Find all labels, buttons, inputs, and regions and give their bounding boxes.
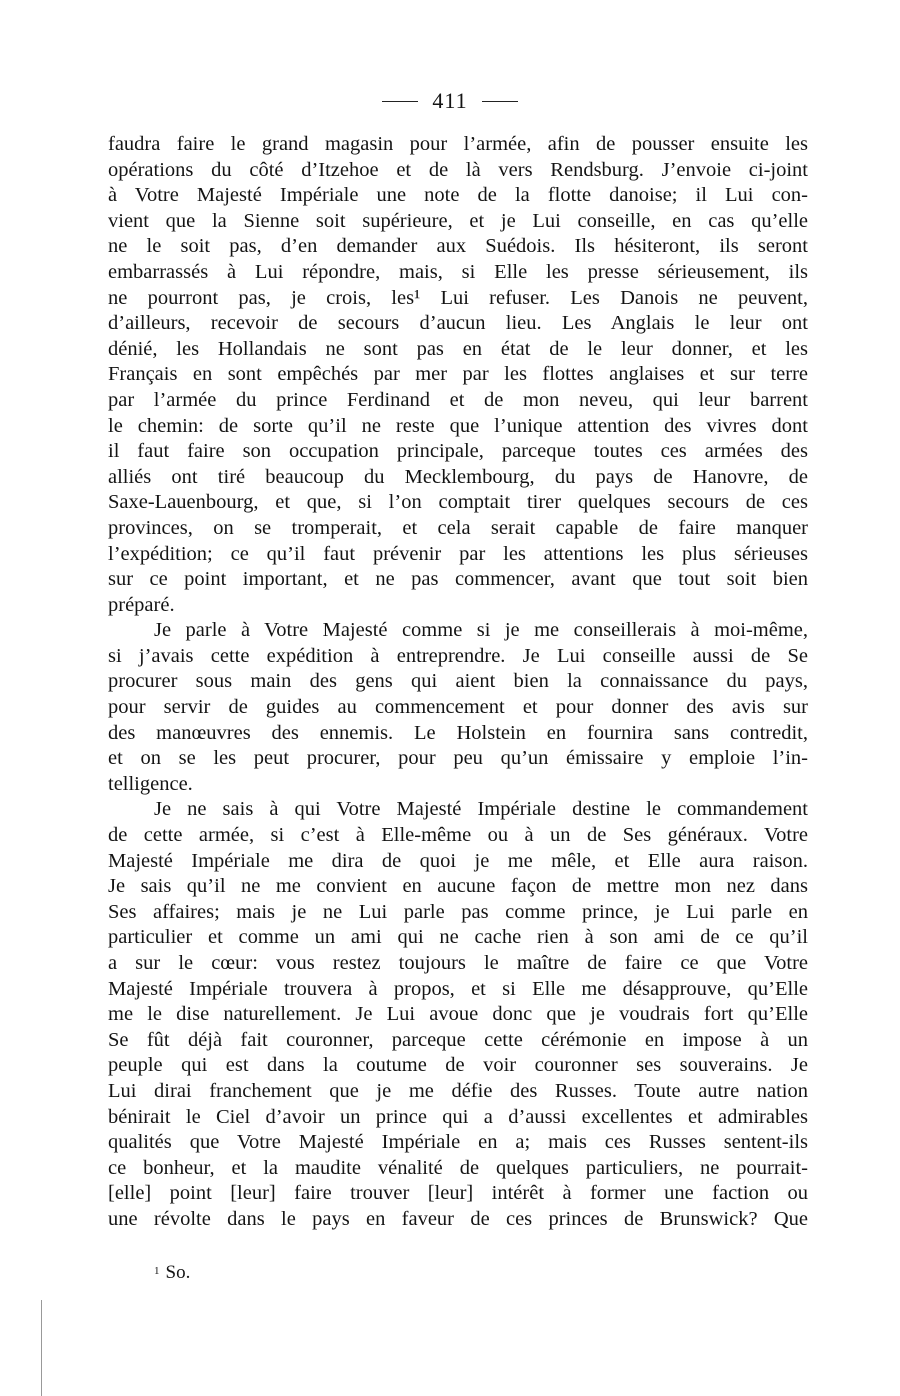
text-line: opérations du côté d’Itzehoe et de là vers Rendsburg. J’envoie ci-joint — [108, 158, 808, 181]
text-line: d’ailleurs, recevoir de secours d’aucun lieu. Les Anglais le leur ont — [108, 312, 808, 335]
text-line: vient que la Sienne soit supérieure, et je Lui conseille, en cas qu’elle — [108, 209, 808, 232]
text-line: bénirait le Ciel d’avoir un prince qui a d’aussi excellentes et admirables — [108, 1105, 808, 1128]
text-line: une révolte dans le pays en faveur de ces princes de Brunswick? Que — [108, 1207, 808, 1230]
text-line: dénié, les Hollandais ne sont pas en état de le leur donner, et les — [108, 337, 808, 360]
footnote — [154, 1262, 190, 1284]
text-line: si j’avais cette expédition à entreprendre. Je Lui conseille aussi de Se — [108, 644, 808, 667]
text-line: Majesté Impériale trouvera à propos, et si Elle me désapprouve, qu’Elle — [108, 977, 808, 1000]
footnote-text: So. — [165, 1262, 191, 1283]
text-line: Je parle à Votre Majesté comme si je me conseillerais à moi-même, — [154, 619, 808, 642]
text-line: particulier et comme un ami qui ne cache rien à son ami de ce qu’il — [108, 926, 808, 949]
text-line: Ses affaires; mais je ne Lui parle pas comme prince, je Lui parle en — [108, 900, 808, 923]
text-line: par l’armée du prince Ferdinand et de mon neveu, qui leur barrent — [108, 388, 808, 411]
text-line: des manœuvres des ennemis. Le Holstein en fournira sans contredit, — [108, 721, 808, 744]
margin-rule — [41, 1300, 42, 1396]
text-line: embarrassés à Lui répondre, mais, si Elle les presse sérieusement, ils — [108, 260, 808, 283]
text-line: Majesté Impériale me dira de quoi je me mêle, et Elle aura raison. — [108, 849, 808, 872]
text-line: [elle] point [leur] faire trouver [leur] intérêt à former une faction ou — [108, 1182, 808, 1205]
footnote-marker: 1 — [154, 1265, 160, 1277]
text-line: telligence. — [108, 772, 193, 795]
text-line: faudra faire le grand magasin pour l’armée, afin de pousser ensuite les — [108, 133, 808, 155]
text-line: provinces, on se tromperait, et cela serait capable de faire manquer — [108, 516, 808, 539]
text-line: Saxe-Lauenbourg, et que, si l’on comptait tirer quelques secours de ces — [108, 491, 808, 514]
text-line: Français en sont empêchés par mer par les flottes anglaises et sur terre — [108, 363, 808, 386]
paragraph — [108, 618, 808, 797]
text-line: alliés ont tiré beaucoup du Mecklembourg, du pays de Hanovre, de — [108, 465, 808, 488]
paragraph — [108, 132, 808, 618]
text-line: ne pourront pas, je crois, les¹ Lui refuser. Les Danois ne peuvent, — [108, 286, 808, 309]
text-line: a sur le cœur: vous restez toujours le maître de faire ce que Votre — [108, 952, 808, 974]
text-line: Je ne sais à qui Votre Majesté Impériale destine le commandement — [154, 798, 808, 821]
text-line: le chemin: de sorte qu’il ne reste que l’unique attention des vivres dont — [108, 414, 808, 437]
text-line: sur ce point important, et ne pas commencer, avant que tout soit bien — [108, 568, 808, 591]
text-line: Je sais qu’il ne me convient en aucune façon de mettre mon nez dans — [108, 875, 808, 898]
text-line: préparé. — [108, 593, 175, 616]
text-line: il faut faire son occupation principale, parceque toutes ces armées des — [108, 440, 808, 463]
paragraph — [108, 797, 808, 1232]
text-line: à Votre Majesté Impériale une note de la flotte danoise; il Lui con- — [108, 184, 808, 207]
page-header — [0, 86, 900, 116]
text-line: de cette armée, si c’est à Elle-même ou à un de Ses généraux. Votre — [108, 824, 808, 847]
text-line: peuple qui est dans la coutume de voir couronner ses souverains. Je — [108, 1054, 808, 1077]
text-line: l’expédition; ce qu’il faut prévenir par les attentions les plus sérieuses — [108, 542, 808, 565]
text-line: qualités que Votre Majesté Impériale en a; mais ces Russes sentent-ils — [108, 1131, 808, 1154]
text-line: ne le soit pas, d’en demander aux Suédois. Ils hésiteront, ils seront — [108, 235, 808, 258]
page-number: 411 — [432, 88, 468, 113]
text-line: et on se les peut procurer, pour peu qu’un émissaire y emploie l’in- — [108, 747, 808, 770]
header-right-rule — [482, 101, 518, 102]
header-left-rule — [382, 101, 418, 102]
text-line: Se fût déjà fait couronner, parceque cette cérémonie en impose à un — [108, 1028, 808, 1051]
body-text — [108, 132, 808, 1233]
text-line: pour servir de guides au commencement et pour donner des avis sur — [108, 696, 808, 719]
text-line: Lui dirai franchement que je me défie des Russes. Toute autre nation — [108, 1079, 808, 1102]
text-line: ce bonheur, et la maudite vénalité de quelques particuliers, ne pourrait- — [108, 1156, 808, 1179]
text-line: me le dise naturellement. Je Lui avoue donc que je voudrais fort qu’Elle — [108, 1003, 808, 1026]
text-line: procurer sous main des gens qui aient bien la connaissance du pays, — [108, 670, 808, 693]
